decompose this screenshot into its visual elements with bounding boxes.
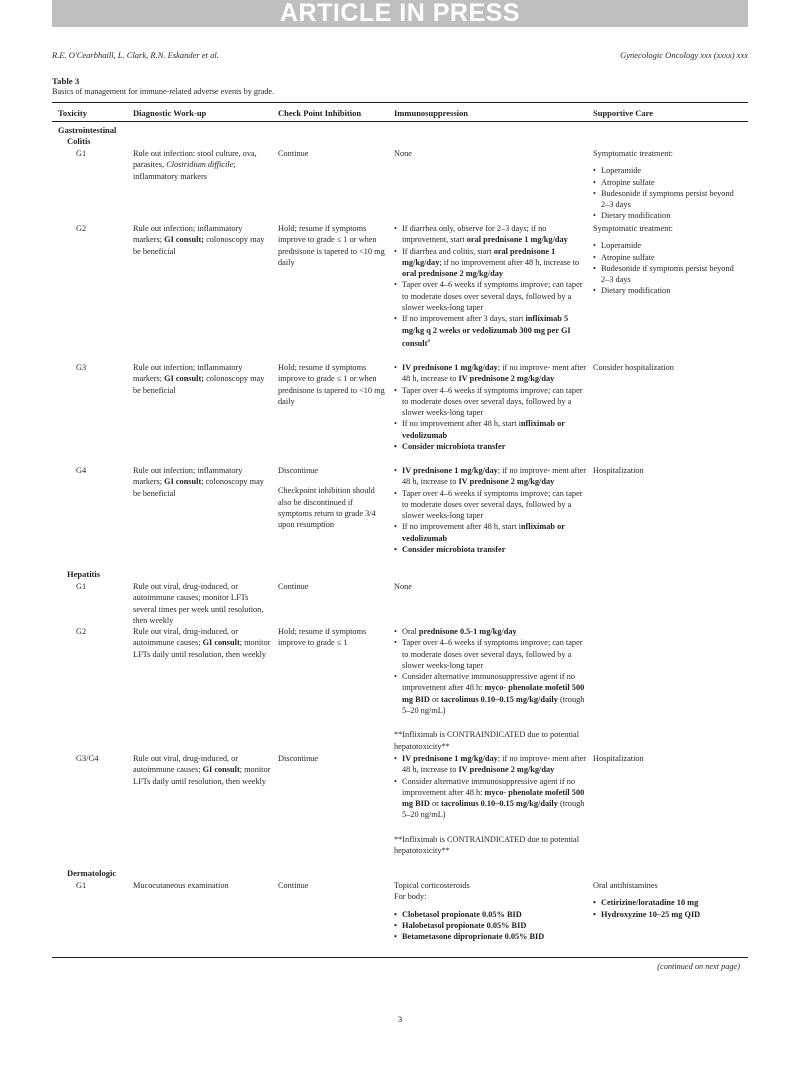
list-item: • Taper over 4–6 weeks if symptoms improve; can taper to moderate doses over several days, followed by a slower weeks-long taper: [394, 385, 589, 419]
list-item: • Taper over 4–6 weeks if symptoms improve; can taper to moderate doses over several days, followed by a slower weeks-long taper: [394, 488, 589, 522]
list-item: • Dietary modification: [593, 285, 743, 296]
grade-label: G3: [76, 363, 87, 372]
column-header-immunosuppression: Immunosuppression: [394, 108, 469, 118]
colitis-g1-immunosuppression: None: [394, 149, 412, 158]
hepatitis-g34-workup: Rule out viral, drug-induced, or autoimmune causes; GI consult; monitor LFTs daily until resolution, then weekly: [133, 754, 271, 786]
table-top-rule: [52, 102, 748, 103]
column-header-supportive: Supportive Care: [593, 108, 654, 118]
list-item: • Consider microbiota transfer: [394, 441, 589, 452]
continued-note: (continued on next page): [657, 962, 740, 971]
hepatitis-g34-checkpoint: Discontinue: [278, 754, 319, 763]
grade-label: G2: [76, 224, 87, 233]
list-item: • If diarrhea only, observe for 2–3 days; if no improvement, start oral prednisone 1 mg/kg/day: [394, 223, 589, 246]
hepatitis-g2-checkpoint: Hold; resume if symptoms improve to grade ≤ 1: [278, 627, 367, 648]
derm-g1-checkpoint: Continue: [278, 881, 309, 890]
table-label: Table 3: [52, 76, 80, 86]
list-item: • Budesonide if symptoms persist beyond 2–3 days: [593, 188, 743, 211]
hepatitis-g34-immunosuppression: • IV prednisone 1 mg/kg/day; if no improve- ment after 48 h, increase to IV prednisone 2 mg/kg/day • Consider alternative immunosuppressive agent if no improvement after 48 h: myco- phenolate mofetil 500 mg BID or tacrolimus 0.10–0.15 mg/kg/daily (trough 5–20 ng/mL) **Infliximab is CONTRAINDICATED due to potential hepatotoxicity**: [394, 753, 589, 856]
list-item: • Cetirizine/loratadine 10 mg: [593, 897, 743, 908]
colitis-g2-workup: Rule out infection; inflammatory markers; GI consult; colonoscopy may be beneficial: [133, 224, 265, 256]
category-dermatologic: Dermatologic: [67, 868, 117, 878]
list-item: • Loperamide: [593, 240, 743, 251]
derm-g1-workup: Mucocutaneous examination: [133, 881, 229, 890]
list-item: • Betametasone diproprionate 0.05% BID: [394, 931, 589, 942]
list-item: • If diarrhea and colitis, start oral prednisone 1 mg/kg/day; if no improvement after 48 h, increase to oral prednisone 2 mg/kg/day: [394, 246, 589, 280]
subcategory-colitis: Colitis: [67, 136, 91, 146]
colitis-g2-immunosuppression: [394, 223, 589, 349]
list-item: • If no improvement after 48 h, start infliximab or vedolizumab: [394, 521, 589, 544]
table-bottom-rule: [52, 957, 748, 958]
list-item: • Consider alternative immunosuppressive agent if no improvement after 48 h: myco- phenolate mofetil 500 mg BID or tacrolimus 0.10–0.15 mg/kg/daily (trough 5–20 ng/mL): [394, 776, 589, 821]
list-item: • IV prednisone 1 mg/kg/day; if no improve- ment after 48 h, increase to IV prednisone 2 mg/kg/day: [394, 465, 589, 488]
list-item: • Taper over 4–6 weeks if symptoms improve; can taper to moderate doses over several days, followed by a slower weeks-long taper: [394, 279, 589, 313]
list-item: • Clobetasol propionate 0.05% BID: [394, 909, 589, 920]
hepatitis-g34-supportive: Hospitalization: [593, 754, 644, 763]
colitis-g4-immunosuppression: [394, 465, 589, 555]
colitis-g3-workup: Rule out infection; inflammatory markers; GI consult; colonoscopy may be beneficial: [133, 363, 265, 395]
list-item: • IV prednisone 1 mg/kg/day; if no improve- ment after 48 h, increase to IV prednisone 2 mg/kg/day: [394, 753, 589, 776]
colitis-g1-supportive: Symptomatic treatment: • Loperamide • Atropine sulfate • Budesonide if symptoms persist beyond 2–3 days • Dietary modification: [593, 148, 743, 222]
hepatitis-g1-workup: Rule out viral, drug-induced, or autoimmune causes; monitor LFTs several times per week until resolution, then weekly: [133, 582, 264, 625]
colitis-g4-workup: Rule out infection; inflammatory markers; GI consult; colonoscopy may be beneficial: [133, 466, 264, 498]
colitis-g3-immunosuppression: [394, 362, 589, 452]
category-hepatitis: Hepatitis: [67, 569, 101, 579]
list-item: • If no improvement after 3 days, start infliximab 5 mg/kg q 2 weeks or vedolizumab 300 mg per GI consult$^a$: [394, 313, 589, 349]
list-item: • Taper over 4–6 weeks if symptoms improve; can taper to moderate doses over several days, followed by a slower weeks-long taper: [394, 637, 589, 671]
grade-label: G3/G4: [76, 754, 99, 763]
colitis-g1-checkpoint: Continue: [278, 149, 309, 158]
list-item: • Atropine sulfate: [593, 252, 743, 263]
list-item: • Consider alternative immunosuppressive agent if no improvement after 48 h: myco- phenolate mofetil 500 mg BID or tacrolimus 0.10–0.15 mg/kg/daily (trough 5–20 ng/mL): [394, 671, 589, 716]
grade-label: G1: [76, 582, 87, 591]
list-item: • Consider microbiota transfer: [394, 544, 589, 555]
hepatitis-g2-workup: Rule out viral, drug-induced, or autoimmune causes; GI consult; monitor LFTs daily until resolution, then weekly: [133, 627, 271, 659]
grade-label: G4: [76, 466, 87, 475]
running-header-journal: Gynecologic Oncology xxx (xxxx) xxx: [620, 50, 748, 60]
column-header-toxicity: Toxicity: [58, 108, 87, 118]
table-caption: Basics of management for immune-related adverse events by grade.: [52, 87, 275, 96]
colitis-g3-supportive: Consider hospitalization: [593, 363, 674, 372]
column-header-diagnostic: Diagnostic Work-up: [133, 108, 207, 118]
hepatitis-g1-checkpoint: Continue: [278, 582, 309, 591]
running-header-authors: R.E. O'Cearbhaill, L. Clark, R.N. Eskander et al.: [52, 50, 219, 60]
page-number: 3: [397, 1014, 403, 1024]
column-header-checkpoint: Check Point Inhibition: [278, 108, 362, 118]
colitis-g2-supportive: Symptomatic treatment: • Loperamide • Atropine sulfate • Budesonide if symptoms persist beyond 2–3 days • Dietary modification: [593, 223, 743, 297]
colitis-g4-checkpoint: Discontinue Checkpoint inhibition should also be discontinued if symptoms return to grade 3/4 upon resumption: [278, 466, 376, 530]
list-item: • Halobetasol propionate 0.05% BID: [394, 920, 589, 931]
list-item: • If no improvement after 48 h, start infliximab or vedolizumab: [394, 418, 589, 441]
derm-g1-immunosuppression: Topical corticosteroids For body: • Clobetasol propionate 0.05% BID • Halobetasol propionate 0.05% BID • Betametasone diproprionate 0.05% BID: [394, 880, 589, 942]
derm-g1-supportive: Oral antihistamines • Cetirizine/loratadine 10 mg • Hydroxyzine 10–25 mg QID: [593, 880, 743, 920]
colitis-g2-checkpoint: Hold; resume if symptoms improve to grade ≤ 1 or when prednisone is tapered to <10 mg daily: [278, 224, 385, 267]
list-item: • Hydroxyzine 10–25 mg QID: [593, 909, 743, 920]
colitis-g4-supportive: Hospitalization: [593, 466, 644, 475]
category-gastrointestinal: Gastrointestinal: [58, 125, 117, 135]
list-item: • IV prednisone 1 mg/kg/day; if no improve- ment after 48 h, increase to IV prednisone 2 mg/kg/day: [394, 362, 589, 385]
list-item: • Budesonide if symptoms persist beyond 2–3 days: [593, 263, 743, 286]
hepatitis-g1-immunosuppression: None: [394, 582, 412, 591]
grade-label: G2: [76, 627, 87, 636]
article-in-press-banner: ARTICLE IN PRESS: [52, 0, 748, 27]
list-item: • Loperamide: [593, 165, 743, 176]
list-item: • Oral prednisone 0.5-1 mg/kg/day: [394, 626, 589, 637]
grade-label: G1: [76, 149, 87, 158]
hepatitis-g2-immunosuppression: • Oral prednisone 0.5-1 mg/kg/day • Taper over 4–6 weeks if symptoms improve; can taper to moderate doses over several days, followed by a slower weeks-long taper • Consider alternative immunosuppressive agent if no improvement after 48 h: myco- phenolate mofetil 500 mg BID or tacrolimus 0.10–0.15 mg/kg/daily (trough 5–20 ng/mL) **Infliximab is CONTRAINDICATED due to potential hepatotoxicity**: [394, 626, 589, 752]
colitis-g1-workup: Rule out infection: stool culture, ova, parasites, Clostridium difficile; inflammatory markers: [133, 149, 257, 181]
colitis-g3-checkpoint: Hold; resume if symptoms improve to grade ≤ 1 or when prednisone is tapered to <10 mg daily: [278, 363, 385, 406]
list-item: • Dietary modification: [593, 210, 743, 221]
table-header-rule: [52, 121, 748, 122]
list-item: • Atropine sulfate: [593, 177, 743, 188]
grade-label: G1: [76, 881, 87, 890]
